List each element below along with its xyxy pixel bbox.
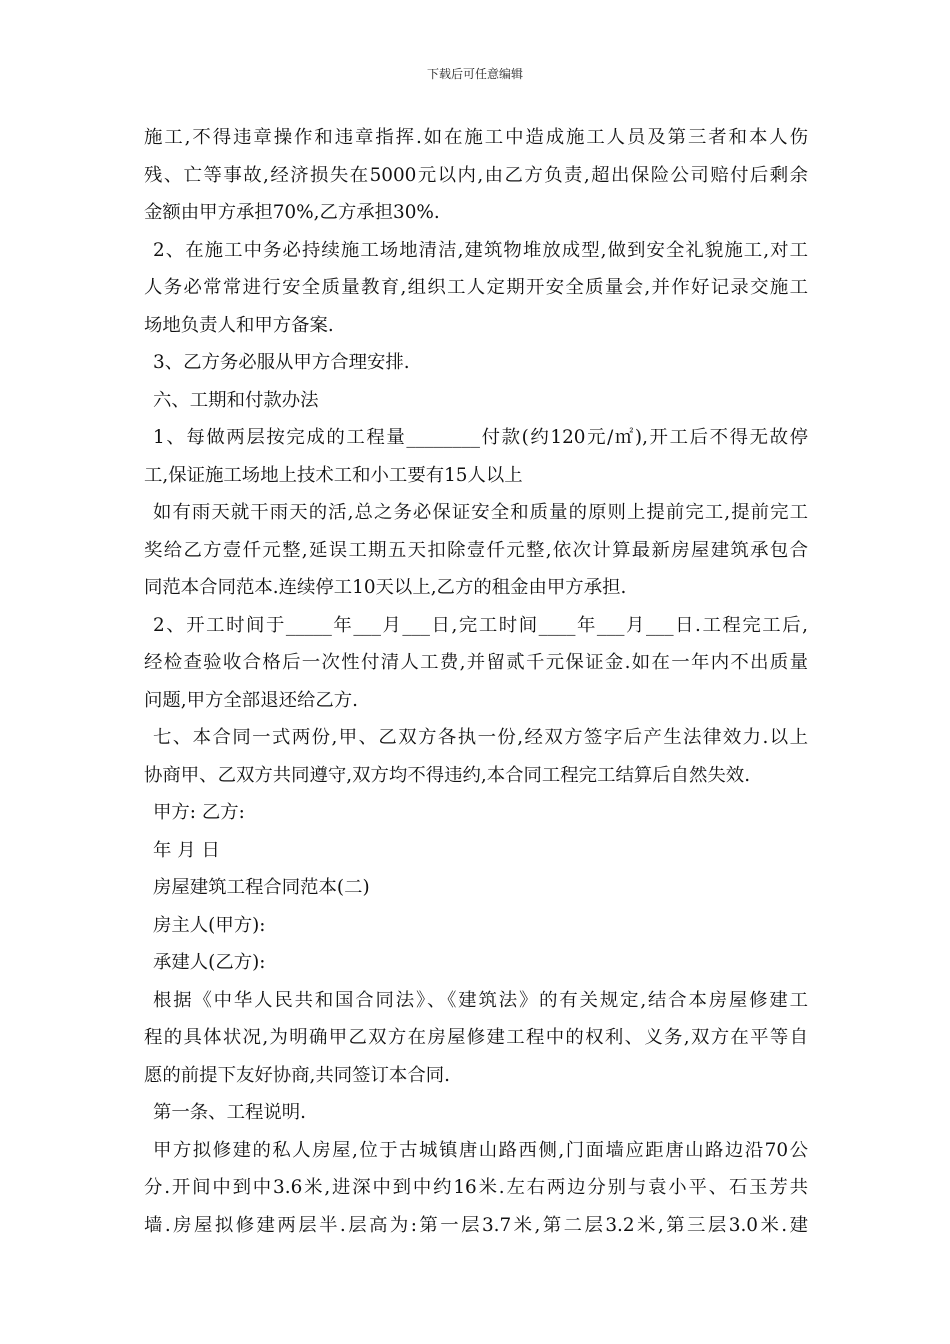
text-line: 2、开工时间于_____年___月___日,完工时间____年___月___日.工程完工后, <box>153 614 808 636</box>
text-line: 年 月 日 <box>153 839 220 861</box>
text-line: 甲方拟修建的私人房屋,位于古城镇唐山路西侧,门面墙应距唐山路边沿70公 <box>153 1139 808 1161</box>
text-line: 人务必常常进行安全质量教育,组织工人定期开安全质量会,并作好记录交施工 <box>144 277 808 298</box>
text-line: 场地负责人和甲方备案. <box>144 314 334 336</box>
text-line: 经检查验收合格后一次性付清人工费,并留贰千元保证金.如在一年内不出质量 <box>144 652 808 673</box>
text-line: 同范本合同范本.连续停工10天以上,乙方的租金由甲方承担. <box>144 577 627 598</box>
text-line: 分.开间中到中3.6米,进深中到中约16米.左右两边分别与袁小平、石玉芳共 <box>144 1177 808 1198</box>
text-line: 承建人(乙方): <box>153 952 266 973</box>
text-line: 奖给乙方壹仟元整,延误工期五天扣除壹仟元整,依次计算最新房屋建筑承包合 <box>144 539 808 561</box>
text-line: 残、亡等事故,经济损失在5000元以内,由乙方负责,超出保险公司赔付后剩余 <box>144 164 808 186</box>
text-line: 房主人(甲方): <box>153 914 266 936</box>
document-body <box>144 119 808 1244</box>
text-line: 程的具体状况,为明确甲乙双方在房屋修建工程中的权利、义务,双方在平等自 <box>144 1027 808 1048</box>
text-line: 甲方: 乙方: <box>153 802 245 823</box>
text-line: 房屋建筑工程合同范本(二) <box>153 877 370 898</box>
text-line: 金额由甲方承担70%,乙方承担30%. <box>144 202 440 223</box>
text-line: 第一条、工程说明. <box>153 1102 306 1123</box>
text-line: 根据《中华人民共和国合同法》、《建筑法》的有关规定,结合本房屋修建工 <box>153 989 808 1011</box>
text-line: 2、在施工中务必持续施工场地清洁,建筑物堆放成型,做到安全礼貌施工,对工 <box>153 239 808 261</box>
page-header: 下载后可任意编辑 <box>426 67 523 81</box>
text-line: 七、本合同一式两份,甲、乙双方各执一份,经双方签字后产生法律效力.以上 <box>153 727 808 748</box>
text-line: 愿的前提下友好协商,共同签订本合同. <box>144 1064 450 1086</box>
text-line: 1、每做两层按完成的工程量________付款(约120元/㎡),开工后不得无故停 <box>153 427 808 448</box>
text-line: 六、工期和付款办法 <box>153 389 319 411</box>
text-line: 施工,不得违章操作和违章指挥.如在施工中造成施工人员及第三者和本人伤 <box>144 127 808 148</box>
text-line: 协商甲、乙双方共同遵守,双方均不得违约,本合同工程完工结算后自然失效. <box>144 764 751 786</box>
text-line: 工,保证施工场地上技术工和小工要有15人以上 <box>144 464 523 486</box>
text-line: 如有雨天就干雨天的活,总之务必保证安全和质量的原则上提前完工,提前完工 <box>153 502 808 523</box>
text-line: 墙.房屋拟修建两层半.层高为:第一层3.7米,第二层3.2米,第三层3.0米.建 <box>144 1214 808 1236</box>
text-line: 3、乙方务必服从甲方合理安排. <box>153 352 410 373</box>
text-line: 问题,甲方全部退还给乙方. <box>144 689 358 711</box>
